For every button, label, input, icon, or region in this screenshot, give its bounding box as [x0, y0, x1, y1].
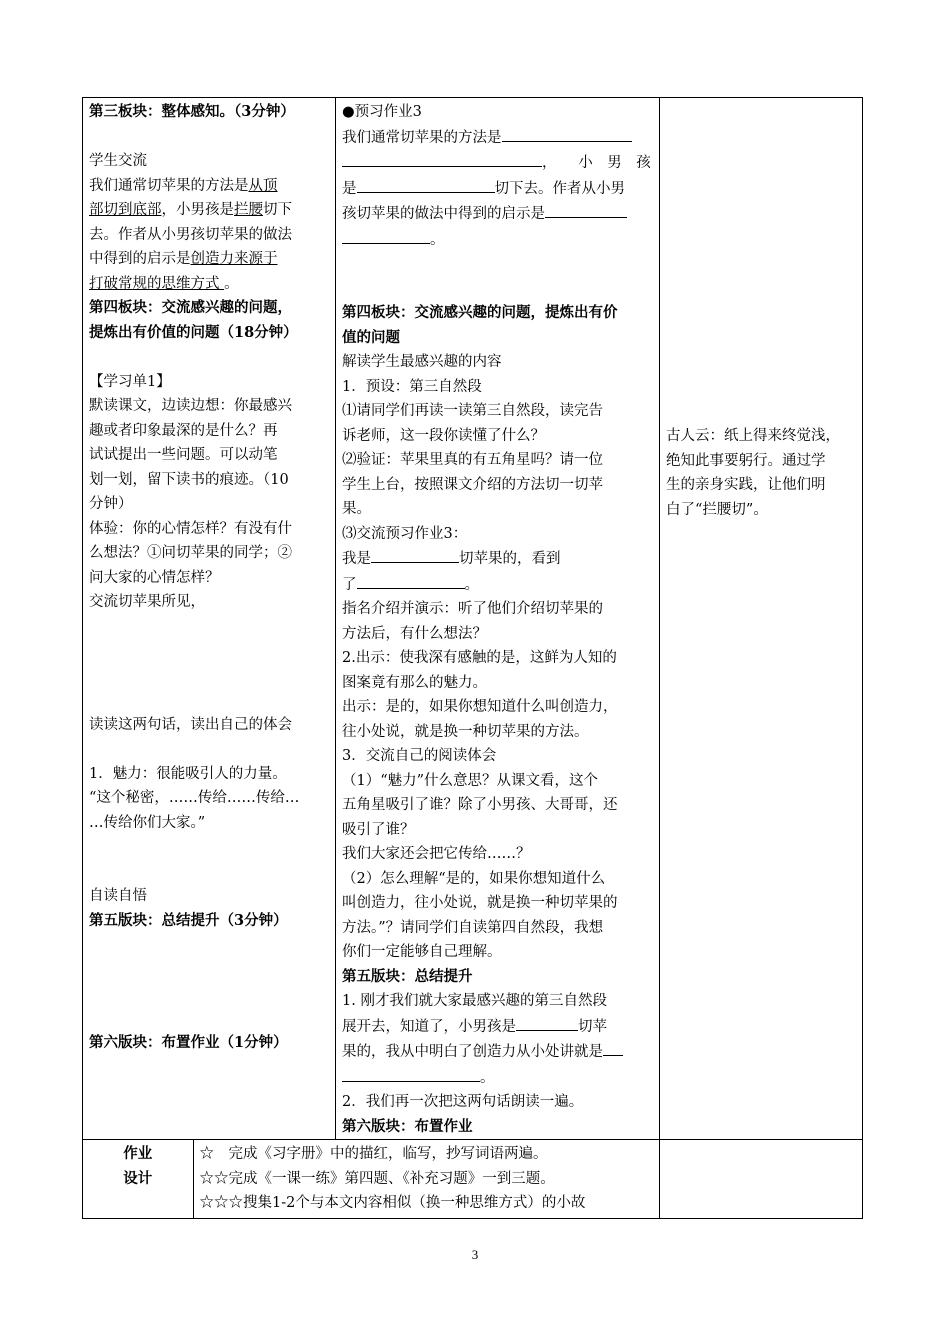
teacher-activity-line: 诉老师，这一段你读懂了什么？ [342, 427, 545, 444]
teacher-activity-line: 吸引了谁？ [342, 821, 415, 838]
teacher-activity-text [342, 100, 653, 1139]
process-line: 第五版块：总结提升（3分钟） [89, 911, 288, 929]
process-line: 1．魅力：很能吸引人的力量。 [89, 765, 287, 782]
teacher-activity-line [342, 989, 653, 1014]
process-line: …传给你们大家。” [89, 814, 206, 831]
fill-in-blank [357, 176, 495, 193]
process-line: 交流切苹果所见， [89, 594, 205, 610]
teacher-activity-line: 值的问题 [342, 328, 400, 346]
process-line: 自读自悟 [89, 888, 147, 904]
teacher-activity-line [342, 572, 653, 598]
teacher-activity-line [342, 125, 653, 151]
text-run: 切苹 [578, 1018, 607, 1035]
teacher-activity-line: ●预习作业3 [342, 104, 422, 120]
teacher-activity-line: 五角星吸引了谁？除了小男孩、大哥哥，还 [342, 797, 618, 813]
homework-cell [83, 1140, 660, 1219]
teacher-activity-line: 往小处说，就是换一种切苹果的方法。 [342, 723, 589, 740]
text-run: 切苹果的，看到 [459, 551, 561, 567]
content-row [83, 98, 863, 1140]
homework-label-cell [83, 1140, 193, 1218]
process-line [89, 615, 329, 640]
fill-in-blank [342, 227, 430, 244]
text-run: 切下去。作者从小男 [494, 180, 625, 197]
teacher-activity-line [342, 252, 653, 277]
teacher-activity-line [342, 227, 653, 253]
homework-label-line2: 设计 [123, 1169, 153, 1187]
teacher-activity-line: 叫创造力，往小处说，就是换一种切苹果的 [342, 895, 618, 911]
design-intent-line: 生的亲身实践，让他们明 [666, 477, 826, 493]
process-line: 第六版块：布置作业（1分钟） [89, 1034, 288, 1051]
fill-in-blank [502, 125, 632, 142]
design-intent-line: 白了“拦腰切”。 [666, 501, 768, 518]
teacher-activity-line [342, 1065, 653, 1091]
process-line: 分钟） [89, 496, 133, 512]
teacher-activity-line: 1．预设：第三自然段 [342, 378, 482, 395]
text-run: ，小男孩是 [161, 202, 234, 218]
teacher-activity-line: 方法后，有什么想法？ [342, 625, 487, 642]
fill-in-blank [342, 1065, 480, 1082]
process-line: 读读这两句话，读出自己的体会 [89, 716, 292, 733]
process-column [83, 98, 336, 1140]
text-run: 。 [224, 275, 239, 292]
text-run: ， 小 男 孩 [542, 155, 651, 171]
process-line: 试试提出一些问题。可以动笔 [89, 447, 278, 463]
teacher-activity-line: 方法。”？请同学们自读第四自然段，我想 [342, 919, 604, 936]
teacher-activity-line: 出示：是的，如果你想知道什么叫创造力， [342, 699, 618, 715]
text-run: 。 [464, 576, 479, 593]
homework-row [83, 1140, 863, 1219]
process-line: 第四板块：交流感兴趣的问题， [89, 299, 292, 316]
homework-label-line1: 作业 [123, 1145, 153, 1162]
teacher-activity-line: 你们一定能够自己理解。 [342, 944, 502, 960]
process-line: 划一划，留下读书的痕迹。（10 [89, 471, 289, 488]
teacher-activity-line: 图案竟有那么的魅力。 [342, 674, 487, 691]
teacher-activity-line [342, 1039, 653, 1065]
fill-in-blank [371, 546, 459, 563]
process-line [89, 247, 329, 272]
teacher-activity-line: 指名介绍并演示：听了他们介绍切苹果的 [342, 601, 603, 617]
teacher-activity-line: 第六版块：布置作业 [342, 1117, 473, 1135]
teacher-activity-line: （1）“魅力”什么意思？从课文看，这个 [342, 772, 599, 789]
process-line [89, 933, 329, 958]
process-line [89, 1007, 329, 1032]
homework-empty-cell [660, 1140, 863, 1219]
teacher-activity-line: 我们大家还会把它传给……？ [342, 846, 531, 862]
underlined-answer: 拦腰 [234, 202, 263, 218]
fill-in-blank [545, 201, 627, 218]
teacher-activity-line: ⑵验证：苹果里真的有五角星吗？请一位 [342, 452, 603, 468]
teacher-activity-line: （2）怎么理解“是的，如果你想知道什么 [342, 870, 606, 887]
design-intent-text [666, 424, 856, 522]
teacher-activity-line: 第五版块：总结提升 [342, 967, 473, 985]
teacher-activity-line: 果。 [342, 501, 371, 517]
process-line [89, 639, 329, 664]
process-line [89, 125, 329, 150]
teacher-activity-line: 2．我们再一次把这两句话朗读一遍。 [342, 1094, 584, 1110]
teacher-activity-line: ⑴请同学们再读一读第三自然段，读完告 [342, 403, 603, 419]
teacher-activity-line: 3．交流自己的阅读体会 [342, 748, 497, 764]
text-run: 我们通常切苹果的方法是 [342, 129, 502, 146]
teacher-activity-line: 学生上台，按照课文介绍的方法切一切苹 [342, 476, 603, 493]
teacher-activity-line [342, 201, 653, 227]
process-line: 趣或者印象最深的是什么？再 [89, 422, 278, 439]
text-run: 中得到的启示是 [89, 251, 191, 267]
process-line: 去。作者从小男孩切苹果的做法 [89, 226, 292, 243]
process-line [89, 835, 329, 860]
teacher-activity-line: 2.出示：使我深有感触的是，这鲜为人知的 [342, 650, 617, 666]
teacher-activity-line [342, 176, 653, 202]
process-line: 学生交流 [89, 153, 147, 169]
process-line [89, 688, 329, 713]
text-run: 展开去，知道了，小男孩是 [342, 1018, 516, 1035]
teacher-activity-column [336, 98, 660, 1140]
design-intent-line: 古人云：纸上得来终觉浅， [666, 428, 840, 444]
text-run: 果的，我从中明白了创造力从小处讲就是 [342, 1044, 603, 1060]
teacher-activity-line [342, 150, 653, 176]
homework-item: ☆ 完成《习字册》中的描红，临写，抄写词语两遍。 [199, 1146, 548, 1162]
process-line [89, 982, 329, 1007]
homework-item: ☆☆完成《一课一练》第四题、《补充习题》一到三题。 [199, 1170, 555, 1187]
process-line: 第三板块：整体感知。（3分钟） [89, 103, 295, 120]
text-run: 。 [480, 1069, 495, 1086]
page-number: 3 [471, 1247, 479, 1262]
underlined-answer: 创造力来源于 [190, 251, 278, 267]
teacher-activity-line [342, 277, 653, 302]
teacher-activity-line: 第四板块：交流感兴趣的问题，提炼出有价 [342, 304, 618, 321]
homework-item: ☆☆☆搜集1-2个与本文内容相似（换一种思维方式）的小故 [199, 1195, 586, 1211]
fill-in-blank [603, 1039, 623, 1056]
process-line [89, 345, 329, 370]
process-line [89, 272, 329, 297]
text-run: 是 [342, 180, 357, 197]
teacher-activity-line: ⑶交流预习作业3： [342, 525, 468, 542]
fill-in-blank [342, 150, 542, 167]
homework-inner-table [83, 1140, 659, 1218]
process-line [89, 198, 329, 223]
process-line: 提炼出有价值的问题（18分钟） [89, 323, 298, 341]
text-run: 切下 [263, 202, 292, 218]
process-line [89, 860, 329, 885]
process-line: 体验：你的心情怎样？有没有什 [89, 520, 292, 537]
process-line: 问大家的心情怎样？ [89, 569, 220, 586]
process-line: 默读课文，边读边想：你最感兴 [89, 398, 292, 414]
text-run: 了 [342, 576, 357, 593]
fill-in-blank [357, 572, 465, 589]
teacher-activity-line [342, 546, 653, 572]
process-line: 【学习单1】 [89, 373, 171, 390]
process-column-text [89, 100, 329, 1056]
process-line [89, 958, 329, 983]
process-line [89, 174, 329, 199]
text-run: 孩切苹果的做法中得到的启示是 [342, 206, 545, 222]
text-run: 我们通常切苹果的方法是 [89, 177, 249, 194]
text-run: 我是 [342, 551, 371, 567]
process-line [89, 737, 329, 762]
design-intent-column [660, 98, 863, 1140]
design-intent-line: 绝知此事要躬行。通过学 [666, 452, 826, 469]
underlined-answer: 打破常规的思维方式 [89, 275, 225, 292]
process-line: 么想法？①问切苹果的同学；② [89, 545, 292, 561]
process-line: “这个秘密，……传给……传给… [89, 790, 300, 806]
text-run: 。 [430, 231, 445, 248]
text-run: 1. 刚才我们就大家最感兴趣的第三自然段 [342, 993, 607, 1009]
teacher-activity-line [342, 1014, 653, 1040]
underlined-answer: 从顶 [248, 177, 278, 194]
process-line [89, 664, 329, 689]
homework-items-cell [193, 1140, 659, 1218]
fill-in-blank [516, 1014, 578, 1031]
lesson-plan-table [82, 97, 863, 1219]
underlined-answer: 部切到底部 [89, 202, 162, 218]
teacher-activity-line: 解读学生最感兴趣的内容 [342, 354, 502, 370]
